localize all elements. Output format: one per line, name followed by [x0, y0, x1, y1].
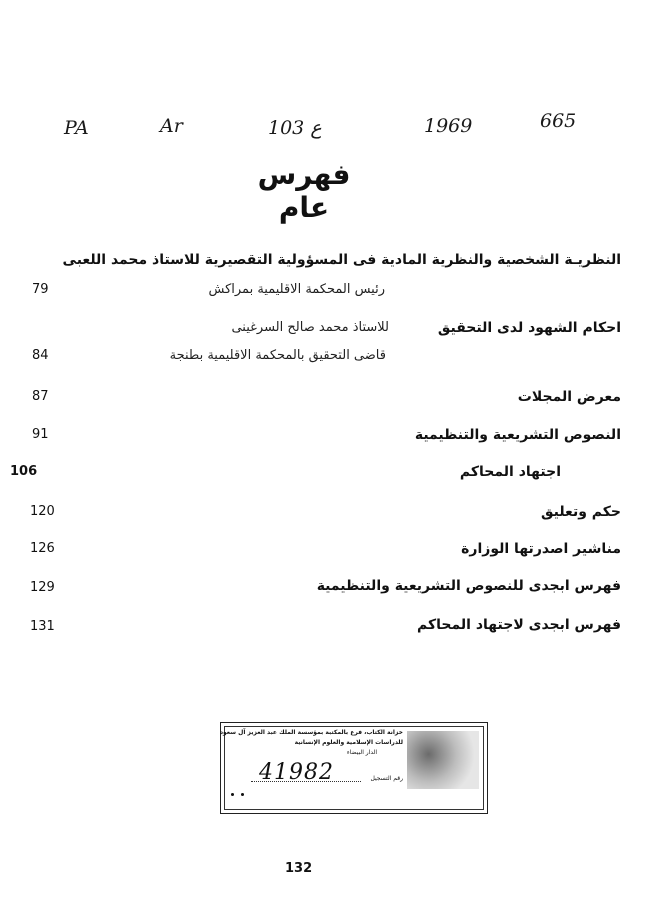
dotted-line: [251, 781, 361, 782]
toc-page-number: 79: [32, 282, 49, 297]
toc-entry-title: معرض المجلات: [517, 389, 621, 405]
handwritten-mark: PA: [64, 117, 89, 139]
toc-entry-title: فهرس ابجدى لاجتهاد المحاكم: [417, 617, 621, 633]
toc-entry-title: مناشير اصدرتها الوزارة: [461, 541, 621, 557]
toc-entry-title: احكام الشهود لدى التحقيق: [437, 320, 621, 336]
toc-page-number: 129: [30, 580, 55, 595]
stamp-header: للدراسات الإسلامية والعلوم الإنسانية: [294, 739, 403, 746]
toc-page-number: 87: [32, 389, 49, 404]
handwritten-mark: 665: [540, 110, 577, 132]
registration-label: رقم التسجيل: [370, 775, 403, 782]
toc-entry-subtitle: رئيس المحكمة الاقليمية بمراكش: [208, 282, 385, 297]
handwritten-mark: Ar: [160, 115, 183, 137]
toc-page-number: 126: [30, 541, 55, 556]
toc-entry-subtitle: قاضى التحقيق بالمحكمة الاقليمية بطنجة: [169, 348, 386, 363]
toc-page-number: 131: [30, 619, 55, 634]
stamp-header: خزانة الكتاب، فرع بالمكتبة بمؤسسة الملك عبد العزيز آل سعود: [219, 729, 403, 736]
registration-number: 41982: [259, 760, 334, 785]
dot: [231, 793, 234, 796]
dot: [241, 793, 244, 796]
stamp-header: الدار البيضاء: [346, 749, 377, 756]
library-stamp: [220, 722, 488, 814]
toc-entry-title: حكم وتعليق: [541, 504, 621, 520]
toc-page-number: 91: [32, 427, 49, 442]
toc-entry-title: فهرس ابجدى للنصوص التشريعية والتنظيمية: [316, 578, 621, 594]
handwritten-mark: 1969: [424, 115, 473, 137]
toc-entry-author: للاستاذ محمد صالح السرغينى: [231, 320, 389, 335]
toc-entry-title: النصوص التشريعية والتنظيمية: [414, 427, 621, 443]
toc-page-number: 106: [10, 464, 38, 479]
toc-page-number: 84: [32, 348, 49, 363]
page-number: 132: [285, 861, 313, 876]
toc-page-number: 120: [30, 504, 55, 519]
stamp-emblem: [407, 731, 479, 789]
toc-entry-title: اجتهاد المحاكم: [459, 464, 561, 480]
handwritten-mark: 103 ع: [268, 117, 322, 139]
page-title: فهرس عام: [257, 158, 351, 224]
toc-entry-title: النظريـة الشخصية والنظرية المادية فى المسؤولية التقصيرية للاستاذ محمد اللعبى: [62, 252, 621, 268]
